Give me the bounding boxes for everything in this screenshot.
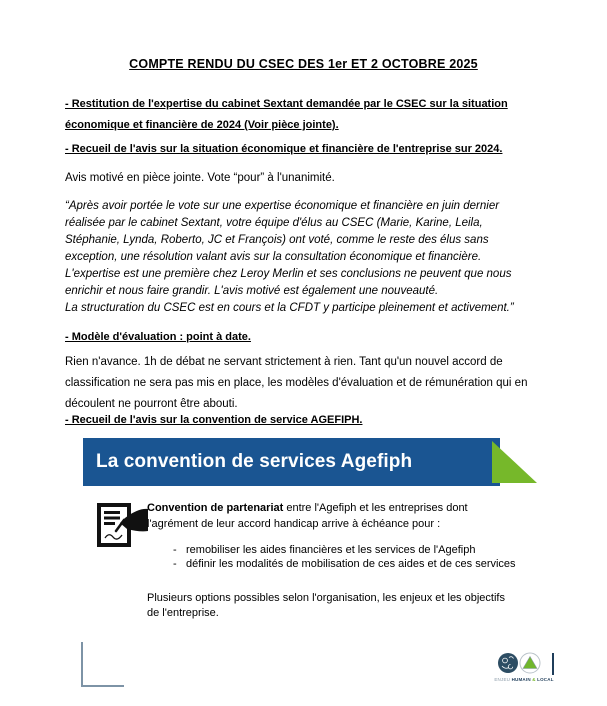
para-avis-motive: Avis motivé en pièce jointe. Vote “pour” à l'unanimité. <box>65 172 335 184</box>
quote-paragraph: “Après avoir portée le vote sur une expertise économique et financière en juin dernier réalisée par le cabinet Sextant, votre équipe d'élus au CSEC (Marie, Karine, Leila, Stéphanie, Lynda, Roberto, JC et François) ont voté, comme le reste des élus sans exception, une résolution valant avis sur la consultation économique et financière. L'expertise est une première chez Leroy Merlin et ses conclusions ne peuvent que nous enrichir et nous faire grandir. L'avis motivé est également une nouveauté. La structuration du CSEC est en cours et la CFDT y participe pleinement et activement.” <box>65 200 514 314</box>
people-circle-icon <box>498 653 518 673</box>
mountain-circle-icon <box>520 653 540 673</box>
agefiph-banner <box>83 438 500 486</box>
heading-restitution: - Restitution de l'expertise du cabinet Sextant demandée par le CSEC sur la situation économique et financière de 2024 (Voir pièce jointe). <box>65 98 508 131</box>
convention-bullet-list <box>173 544 516 571</box>
contract-signing-icon <box>97 503 149 552</box>
page-corner-mark <box>81 642 124 687</box>
para-rien-avance: Rien n'avance. 1h de débat ne servant strictement à rien. Tant qu'un nouvel accord de classification ne sera pas mis en place, les modèles d'évaluation et de rémunération qui en découlent ne pourront être abouti. <box>65 356 528 410</box>
convention-bold-label: Convention de partenariat <box>147 502 284 514</box>
bullet-item: - définir les modalités de mobilisation de ces aides et de ces services <box>173 558 516 572</box>
convention-rest-line1: entre l'Agefiph et les entreprises dont <box>283 502 468 514</box>
convention-rest-line2: l'agrément de leur accord handicap arrive à échéance pour : <box>147 518 441 530</box>
footer-logo-icons <box>497 652 555 676</box>
logo-divider <box>552 653 554 675</box>
heading-recueil-situation: - Recueil de l'avis sur la situation économique et financière de l'entreprise sur 2024. <box>65 143 503 155</box>
bullet-item: - remobiliser les aides financières et les services de l'Agefiph <box>173 544 516 558</box>
agefiph-banner-title: La convention de services Agefiph <box>96 451 413 472</box>
logo-tagline: ENJEU HUMAIN & LOCAL <box>494 677 554 682</box>
heading-modele-evaluation: - Modèle d'évaluation : point à date. <box>65 331 251 343</box>
convention-paragraph <box>147 500 468 532</box>
heading-recueil-agefiph: - Recueil de l'avis sur la convention de service AGEFIPH. <box>65 414 363 426</box>
options-paragraph: Plusieurs options possibles selon l'organisation, les enjeux et les objectifs de l'entreprise. <box>147 592 505 619</box>
footer-logo <box>494 652 559 682</box>
page-title: COMPTE RENDU DU CSEC DES 1er ET 2 OCTOBRE 2025 <box>129 57 478 71</box>
